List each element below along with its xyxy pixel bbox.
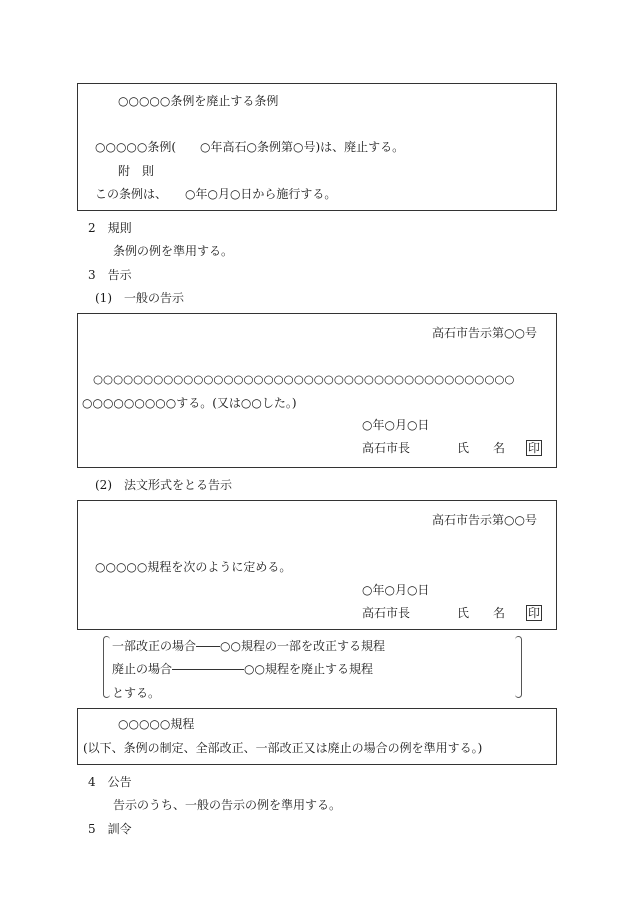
box1-supplementary-heading: 附 則	[118, 164, 155, 178]
section-4-body: 告示のうち、一般の告示の例を準用する。	[113, 798, 342, 812]
box3-text: ○○○○○規程を次のように定める。	[95, 560, 292, 574]
section-3-heading: 3 告示	[88, 268, 132, 282]
note-line2-right: ○○規程を廃止する規程	[244, 662, 373, 676]
box4-note: (以下、条例の制定、全部改正、一部改正又は廃止の場合の例を準用する。)	[83, 741, 483, 755]
box2-notice-number: 高石市告示第○○号	[432, 326, 537, 340]
note-line2-dash	[172, 669, 244, 670]
note-line2	[112, 662, 373, 676]
box2-seal: 印	[528, 441, 541, 455]
section-2-heading: 2 規則	[88, 221, 132, 235]
box3-signer-title: 高石市長	[362, 606, 411, 620]
note-line1-dash	[196, 646, 220, 647]
box4-title: ○○○○○規程	[118, 717, 195, 731]
box1-text: ○○○○○条例( ○年高石○条例第○号)は、廃止する。	[95, 140, 405, 154]
section-5-heading: 5 訓令	[88, 822, 132, 836]
box2-line1: ○○○○○○○○○○○○○○○○○○○○○○○○○○○○○○○○○○○○○○○○○○	[93, 372, 515, 386]
section-3-sub1: (1) 一般の告示	[95, 291, 184, 305]
note-bracket-right	[515, 636, 522, 698]
box3-date: ○年○月○日	[362, 583, 430, 597]
note-line1	[112, 639, 385, 653]
section-3-sub2: (2) 法文形式をとる告示	[95, 478, 232, 492]
box2-signer-name: 氏 名	[457, 441, 506, 455]
box1-title: ○○○○○条例を廃止する条例	[118, 94, 279, 108]
note-line3: とする。	[112, 686, 161, 700]
box2-line2: ○○○○○○○○○する。(又は○○した。)	[82, 396, 297, 410]
note-bracket-left	[103, 636, 110, 698]
section-2-body: 条例の例を準用する。	[113, 244, 234, 258]
note-line2-left: 廃止の場合	[112, 662, 173, 676]
box3-notice-number: 高石市告示第○○号	[432, 513, 537, 527]
box2-signer-title: 高石市長	[362, 441, 411, 455]
section-4-heading: 4 公告	[88, 775, 132, 789]
note-line1-right: ○○規程の一部を改正する規程	[220, 639, 385, 653]
note-line1-left: 一部改正の場合	[112, 639, 197, 653]
box3-seal: 印	[528, 606, 541, 620]
box3-signer-name: 氏 名	[457, 606, 506, 620]
box2-date: ○年○月○日	[362, 418, 430, 432]
box1-enforcement: この条例は、 ○年○月○日から施行する。	[95, 187, 337, 201]
